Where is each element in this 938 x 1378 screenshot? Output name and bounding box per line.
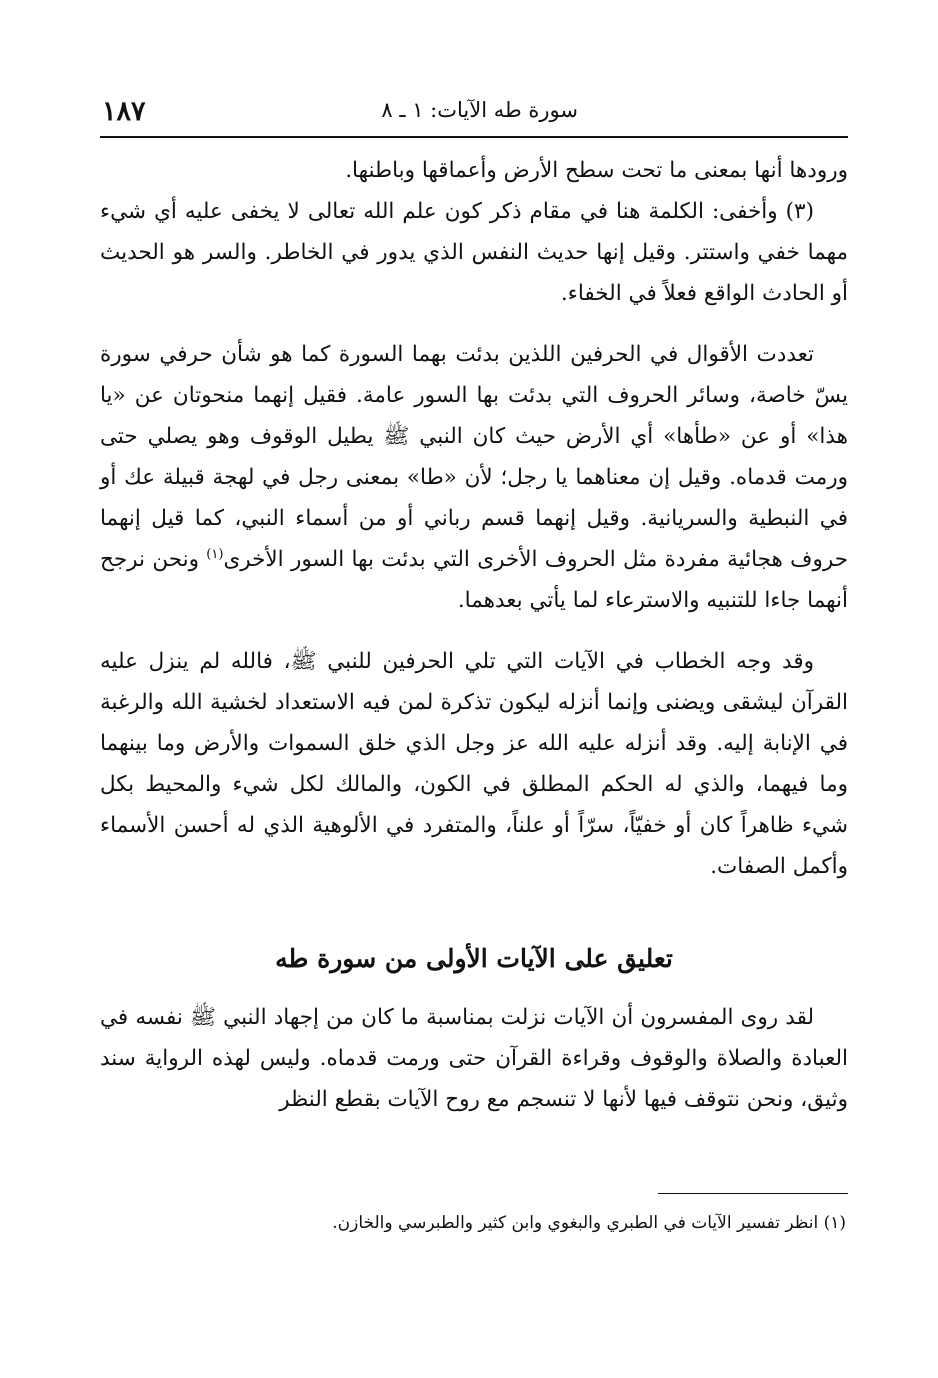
paragraph-3-text: تعددت الأقوال في الحرفين اللذين بدئت بهما السورة كما هو شأن حرفي سورة يسّ خاصة، وسائر الحروف التي بدئت بها السور عامة. فقيل إنهما منحوتان عن «يا هذا» أو عن «طأها» أي الأرض حيث كان النبي ﷺ يطيل الوقوف وهو يصلي حتى ورمت قدماه. وقيل إن معناهما يا رجل؛ لأن «طا» بمعنى رجل في لهجة قبيلة عك أو في النبطية والسريانية. وقيل إنهما قسم رباني أو من أسماء النبي، كما قيل إنهما حروف هجائية مفردة مثل الحروف الأخرى التي بدئت بها السور الأخرى [100, 342, 849, 572]
footnote-divider [658, 1193, 848, 1194]
paragraph-4: وقد وجه الخطاب في الآيات التي تلي الحرفين للنبي ﷺ، فالله لم ينزل عليه القرآن ليشقى ويضنى وإنما أنزله ليكون تذكرة لمن فيه الاستعداد لخشية الله والرغبة في الإنابة إليه. وقد أنزله عليه الله عز وجل الذي خلق السموات والأرض وما بينهما وما فيهما، والذي له الحكم المطلق في الكون، والمالك لكل شيء والمحيط بكل شيء ظاهراً كان أو خفيّاً، سرّاً أو علناً، والمتفرد في الألوهية الذي له أحسن الأسماء وأكمل الصفات. [100, 649, 848, 879]
page-number: ١٨٧ [102, 96, 146, 127]
paragraph-3-text-end: ونحن نرجح أنهما جاءا للتنبيه والاسترعاء لما يأتي بعدهما. [100, 547, 848, 613]
section-paragraph-1: لقد روى المفسرون أن الآيات نزلت بمناسبة ما كان من إجهاد النبي ﷺ نفسه في العبادة والصلاة والوقوف وقراءة القرآن حتى ورمت قدماه. وليس لهذه الرواية سند وثيق، ونحن نتوقف فيها لأنها لا تنسجم مع روح الآيات بقطع النظر [100, 1005, 848, 1112]
footnote: (١) انظر تفسير الآيات في الطبري والبغوي وابن كثير والطبرسي والخازن. [332, 1213, 846, 1233]
paragraph-3 [100, 334, 848, 621]
paragraph-1: ورودها أنها بمعنى ما تحت سطح الأرض وأعماقها وباطنها. [345, 158, 848, 183]
paragraph-2: (٣) وأخفى: الكلمة هنا في مقام ذكر كون علم الله تعالى لا يخفى عليه أي شيء مهما خفي واستتر. وقيل إنها حديث النفس الذي يدور في الخاطر. والسر هو الحديث أو الحادث الواقع فعلاً في الخفاء. [100, 199, 848, 306]
main-text [100, 150, 848, 1120]
footnote-reference: (١) [206, 546, 224, 562]
page-header [100, 96, 848, 138]
section-heading: تعليق على الآيات الأولى من سورة طه [275, 944, 673, 973]
running-title: سورة طه الآيات: ١ ـ ٨ [381, 98, 578, 122]
